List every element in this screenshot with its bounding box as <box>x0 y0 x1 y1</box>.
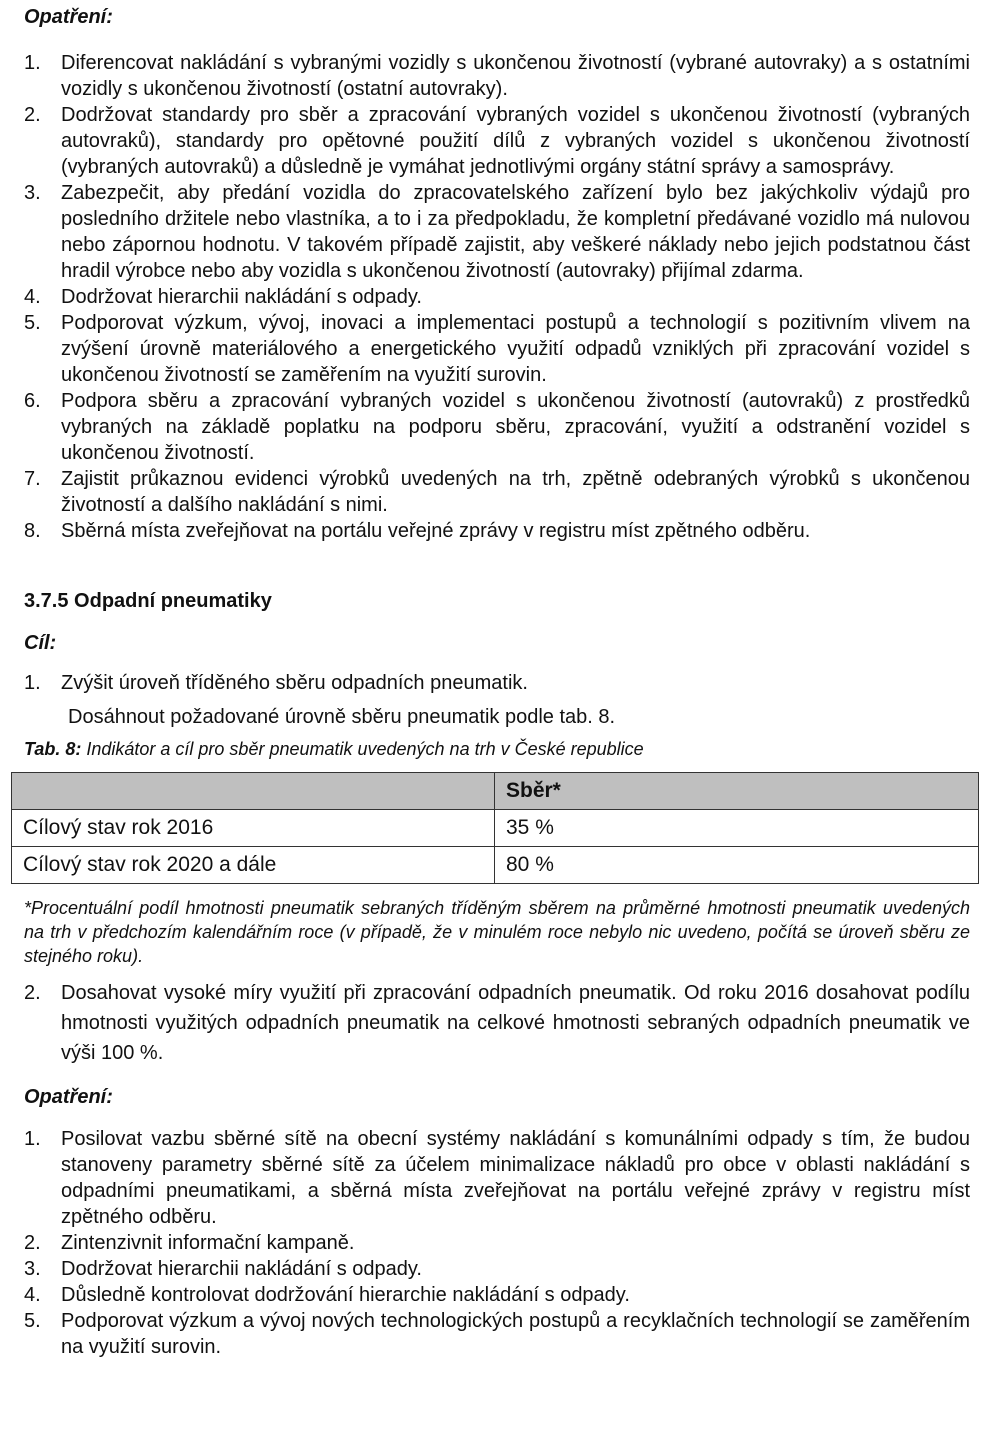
table-cell: Cílový stav rok 2016 <box>12 810 495 847</box>
goal-list <box>24 668 970 698</box>
table-footnote: *Procentuální podíl hmotnosti pneumatik sebraných tříděným sběrem na průměrné hmotnosti pneumatik uvedených na trh v předchozím kalendářním roce (v případě, že v minulém roce nebylo nic uvedeno, počítá se úroveň sběru ze stejného roku). <box>24 898 970 966</box>
caption-label: Tab. 8: <box>24 739 82 759</box>
list-item: 6. Podpora sběru a zpracování vybraných vozidel s ukončenou životností (autovraků) z prostředků vybraných na základě poplatku na podporu sběru, zpracování, využití a odstranění vozidel s ukončenou životností. <box>24 390 970 464</box>
list-item: 4. Důsledně kontrolovat dodržování hierarchie nakládání s odpady. <box>24 1284 630 1306</box>
table-header-cell: Sběr* <box>495 773 979 810</box>
collection-table <box>11 772 979 884</box>
goal-subtext: Dosáhnout požadované úrovně sběru pneumatik podle tab. 8. <box>68 706 616 728</box>
list-item: 1. Zvýšit úroveň tříděného sběru odpadních pneumatik. <box>24 672 528 694</box>
list-item: 3. Zabezpečit, aby předání vozidla do zpracovatelského zařízení bylo bez jakýchkoliv výdajů pro posledního držitele nebo vlastníka, a to i za předpokladu, že kompletní předávané vozidlo má nulovou nebo zápornou hodnotu. V takovém případě zajistit, aby veškeré náklady nebo jejich podstatnou část hradil výrobce nebo aby vozidla s ukončenou životností (autovraky) přijímal zdarma. <box>24 182 970 282</box>
section-title: 3.7.5 Odpadní pneumatiky <box>24 590 272 612</box>
list-item: 2. Zintenzivnit informační kampaně. <box>24 1232 355 1254</box>
table-header-cell <box>12 773 495 810</box>
list-item: 1. Posilovat vazbu sběrné sítě na obecní systémy nakládání s komunálními odpady s tím, že budou stanoveny parametry sběrné sítě za účelem minimalizace nákladů pro obce v oblasti nakládání s odpadními pneumatikami, a sběrná místa zveřejňovat na portálu veřejné zprávy v registru míst zpětného odběru. <box>24 1128 970 1228</box>
list-item: 3. Dodržovat hierarchii nakládání s odpady. <box>24 1258 422 1280</box>
caption-text: Indikátor a cíl pro sběr pneumatik uvedených na trh v České republice <box>86 739 644 759</box>
list-item: 8. Sběrná místa zveřejňovat na portálu veřejné zprávy v registru míst zpětného odběru. <box>24 520 811 542</box>
table-caption <box>24 738 970 760</box>
measures-list <box>24 50 970 544</box>
list-item: 4. Dodržovat hierarchii nakládání s odpady. <box>24 286 422 308</box>
list-item: 5. Podporovat výzkum, vývoj, inovaci a implementaci postupů a technologií s pozitivním vlivem na zvýšení úrovně materiálového a energetického využití odpadů vzniklých při zpracování vozidel s ukončenou životností se zaměřením na využití surovin. <box>24 312 970 386</box>
table-header-row <box>12 773 979 810</box>
goal-list-2 <box>24 978 970 1068</box>
list-item: 1. Diferencovat nakládání s vybranými vozidly s ukončenou životností (vybrané autovraky) a s ostatními vozidly s ukončenou životností (ostatní autovraky). <box>24 52 970 100</box>
table-cell: 35 % <box>495 810 979 847</box>
measures-heading: Opatření: <box>24 6 113 28</box>
list-item: 2. Dodržovat standardy pro sběr a zpracování vybraných vozidel s ukončenou životností (vybraných autovraků), standardy pro opětovné použití dílů z vybraných vozidel s ukončenou životností (vybraných autovraků) a důsledně je vymáhat jednotlivými orgány státní správy a samosprávy. <box>24 104 970 178</box>
list-item: 5. Podporovat výzkum a vývoj nových technologických postupů a recyklačních technologií se zaměřením na využití surovin. <box>24 1310 970 1358</box>
list-item: 7. Zajistit průkaznou evidenci výrobků uvedených na trh, zpětně odebraných výrobků s ukončenou životností a dalšího nakládání s nimi. <box>24 468 970 516</box>
table-row <box>12 810 979 847</box>
goal-heading: Cíl: <box>24 632 57 654</box>
measures-heading-2: Opatření: <box>24 1086 113 1108</box>
document-page <box>24 0 970 1360</box>
table-row <box>12 847 979 884</box>
measures-list-2 <box>24 1126 970 1360</box>
table-cell: Cílový stav rok 2020 a dále <box>12 847 495 884</box>
list-item: 2. Dosahovat vysoké míry využití při zpracování odpadních pneumatik. Od roku 2016 dosahovat podílu hmotnosti využitých odpadních pneumatik na celkové hmotnosti sebraných odpadních pneumatik ve výši 100 %. <box>24 982 970 1064</box>
table-cell: 80 % <box>495 847 979 884</box>
